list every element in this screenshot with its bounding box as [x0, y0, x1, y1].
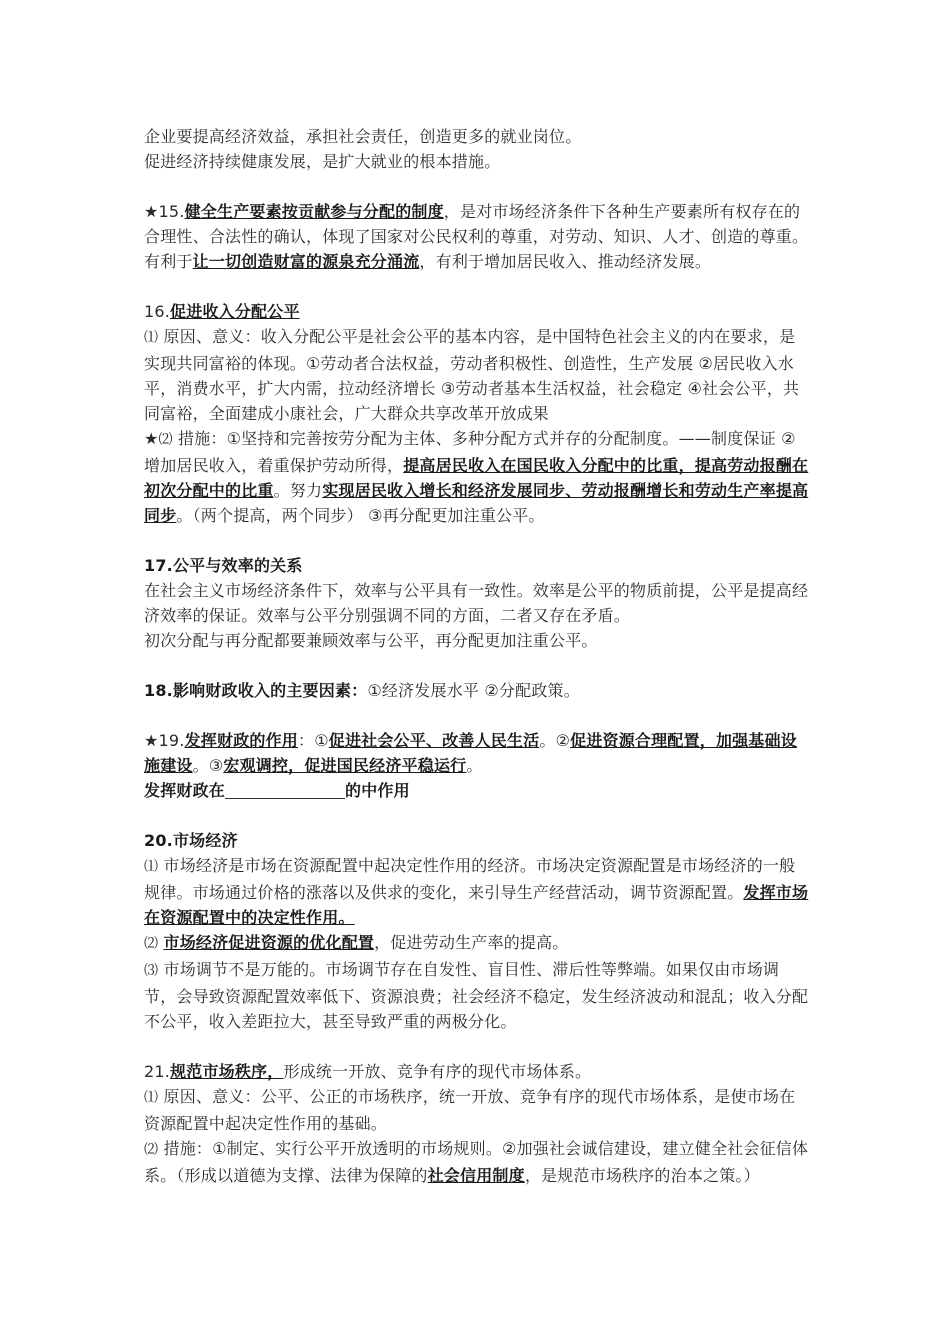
point-label: ⑶ — [144, 963, 159, 979]
emphasis-text: 促进资源合理配置，加强基础设施建设 — [144, 731, 797, 775]
item-number: ★15. — [144, 202, 185, 221]
paragraph: 初次分配与再分配都要兼顾效率与公平，再分配更加注重公平。 — [144, 631, 598, 650]
text: ，促进劳动生产率的提高。 — [374, 933, 569, 952]
text: 。努力 — [273, 481, 323, 500]
point-label: ⑵ — [144, 936, 159, 952]
item-title: 规范市场秩序， — [170, 1062, 284, 1081]
text: ，有利于增加居民收入、推动经济发展。 — [419, 252, 712, 271]
text: 原因、意义：公平、公正的市场秩序，统一开放、竞争有序的现代市场体系，是使市场在资源配置中起决定性作用的基础。 — [144, 1087, 796, 1133]
emphasis-text: 提高居民收入在国民收入分配中的比重，提高劳动报酬在初次分配中的比重 — [144, 456, 809, 500]
section-20-point-2 — [144, 930, 810, 957]
text: 措施：①制定、实行公平开放透明的市场规则。②加强社会诚信建设，建立健全社会征信体系。（形成以道德为支撑、法律为保障的 — [144, 1139, 809, 1185]
text: 。 — [466, 756, 483, 775]
text: ：① — [298, 731, 329, 750]
section-21-point-2 — [144, 1136, 810, 1188]
section-15 — [144, 199, 810, 274]
item-title: 18.影响财政收入的主要因素： — [144, 681, 368, 700]
text: 。③ — [192, 756, 224, 775]
section-20-heading: 20.市场经济 — [144, 831, 238, 850]
point-label: ⑴ — [144, 330, 159, 346]
section-21-point-1 — [144, 1084, 810, 1136]
section-21-heading — [144, 1059, 810, 1084]
text: 。② — [539, 731, 571, 750]
item-title: 促进收入分配公平 — [170, 302, 300, 321]
text: 原因、意义：收入分配公平是社会公平的基本内容，是中国特色社会主义的内在要求，是实现共同富裕的体现。①劳动者合法权益，劳动者积极性、创造性，生产发展 ②居民收入水平，消费水平，扩大内需，拉动经济增长 ③劳动者基本生活权益，社会稳定 ④社会公平，共同富裕，全面建成小康社会，广大群众共享改革开放成果 — [144, 327, 800, 423]
blank-underline — [225, 782, 345, 799]
emphasis-text: 市场经济促进资源的优化配置 — [163, 933, 375, 952]
text: 。（两个提高，两个同步） ③再分配更加注重公平。 — [176, 506, 545, 525]
section-17-heading: 17.公平与效率的关系 — [144, 556, 303, 575]
fill-in-blank-line — [144, 778, 810, 803]
item-number: ★19. — [144, 731, 185, 750]
text: 措施：①坚持和完善按劳分配为主体、多种分配方式并存的分配制度。——制度保证 ②增加居民收入，着重保护劳动所得， — [144, 429, 796, 475]
section-19 — [144, 728, 810, 778]
emphasis-text: 社会信用制度 — [427, 1166, 525, 1185]
text: 形成统一开放、竞争有序的现代市场体系。 — [283, 1062, 592, 1081]
star-mark: ★ — [144, 429, 159, 448]
emphasis-text: 宏观调控，促进国民经济平稳运行 — [223, 756, 467, 775]
section-16-point-2 — [144, 426, 810, 528]
text: 的中作用 — [345, 781, 410, 800]
emphasis-text: 促进社会公平、改善人民生活 — [328, 731, 540, 750]
section-16-point-1 — [144, 324, 810, 426]
text: 发挥财政在 — [144, 781, 226, 800]
text: ①经济发展水平 ②分配政策。 — [367, 681, 580, 700]
section-18 — [144, 678, 810, 703]
paragraph — [144, 124, 810, 149]
document-content — [144, 124, 810, 1188]
item-title: 发挥财政的作用 — [184, 731, 298, 750]
point-label: ⑵ — [144, 1142, 159, 1158]
emphasis-text: 让一切创造财富的源泉充分涌流 — [192, 252, 420, 271]
point-label: ⑴ — [144, 859, 159, 875]
text: 促进经济持续健康发展，是扩大就业的根本措施。 — [144, 152, 501, 171]
emphasis-text: 发挥市场在资源配置中的决定性作用。 — [144, 883, 809, 927]
text: ，是规范市场秩序的治本之策。） — [524, 1166, 760, 1185]
paragraph — [144, 149, 810, 174]
point-label: ⑴ — [144, 1090, 159, 1106]
item-number: 16. — [144, 302, 171, 321]
item-number: 21. — [144, 1062, 171, 1081]
emphasis-text: 实现居民收入增长和经济发展同步、劳动报酬增长和劳动生产率提高同步 — [144, 481, 809, 525]
item-title: 健全生产要素按贡献参与分配的制度 — [184, 202, 444, 221]
text: 市场调节不是万能的。市场调节存在自发性、盲目性、滞后性等弊端。如果仅由市场调节，会导致资源配置效率低下、资源浪费；社会经济不稳定，发生经济波动和混乱；收入分配不公平，收入差距拉大，甚至导致严重的两极分化。 — [144, 960, 809, 1031]
point-label: ⑵ — [158, 432, 173, 448]
section-20-point-1 — [144, 853, 810, 930]
text: 市场经济是市场在资源配置中起决定性作用的经济。市场决定资源配置是市场经济的一般规律。市场通过价格的涨落以及供求的变化，来引导生产经营活动，调节资源配置。 — [144, 856, 796, 902]
text: 企业要提高经济效益，承担社会责任，创造更多的就业岗位。 — [144, 127, 582, 146]
paragraph: 在社会主义市场经济条件下，效率与公平具有一致性。效率是公平的物质前提，公平是提高经济效率的保证。效率与公平分别强调不同的方面，二者又存在矛盾。 — [144, 581, 809, 625]
text: ，是对市场经济条件下各种生产要素所有权存在的合理性、合法性的确认，体现了国家对公民权利的尊重，对劳动、知识、人才、创造的尊重。有利于 — [144, 202, 809, 271]
section-16-heading — [144, 299, 810, 324]
section-20-point-3 — [144, 957, 810, 1034]
